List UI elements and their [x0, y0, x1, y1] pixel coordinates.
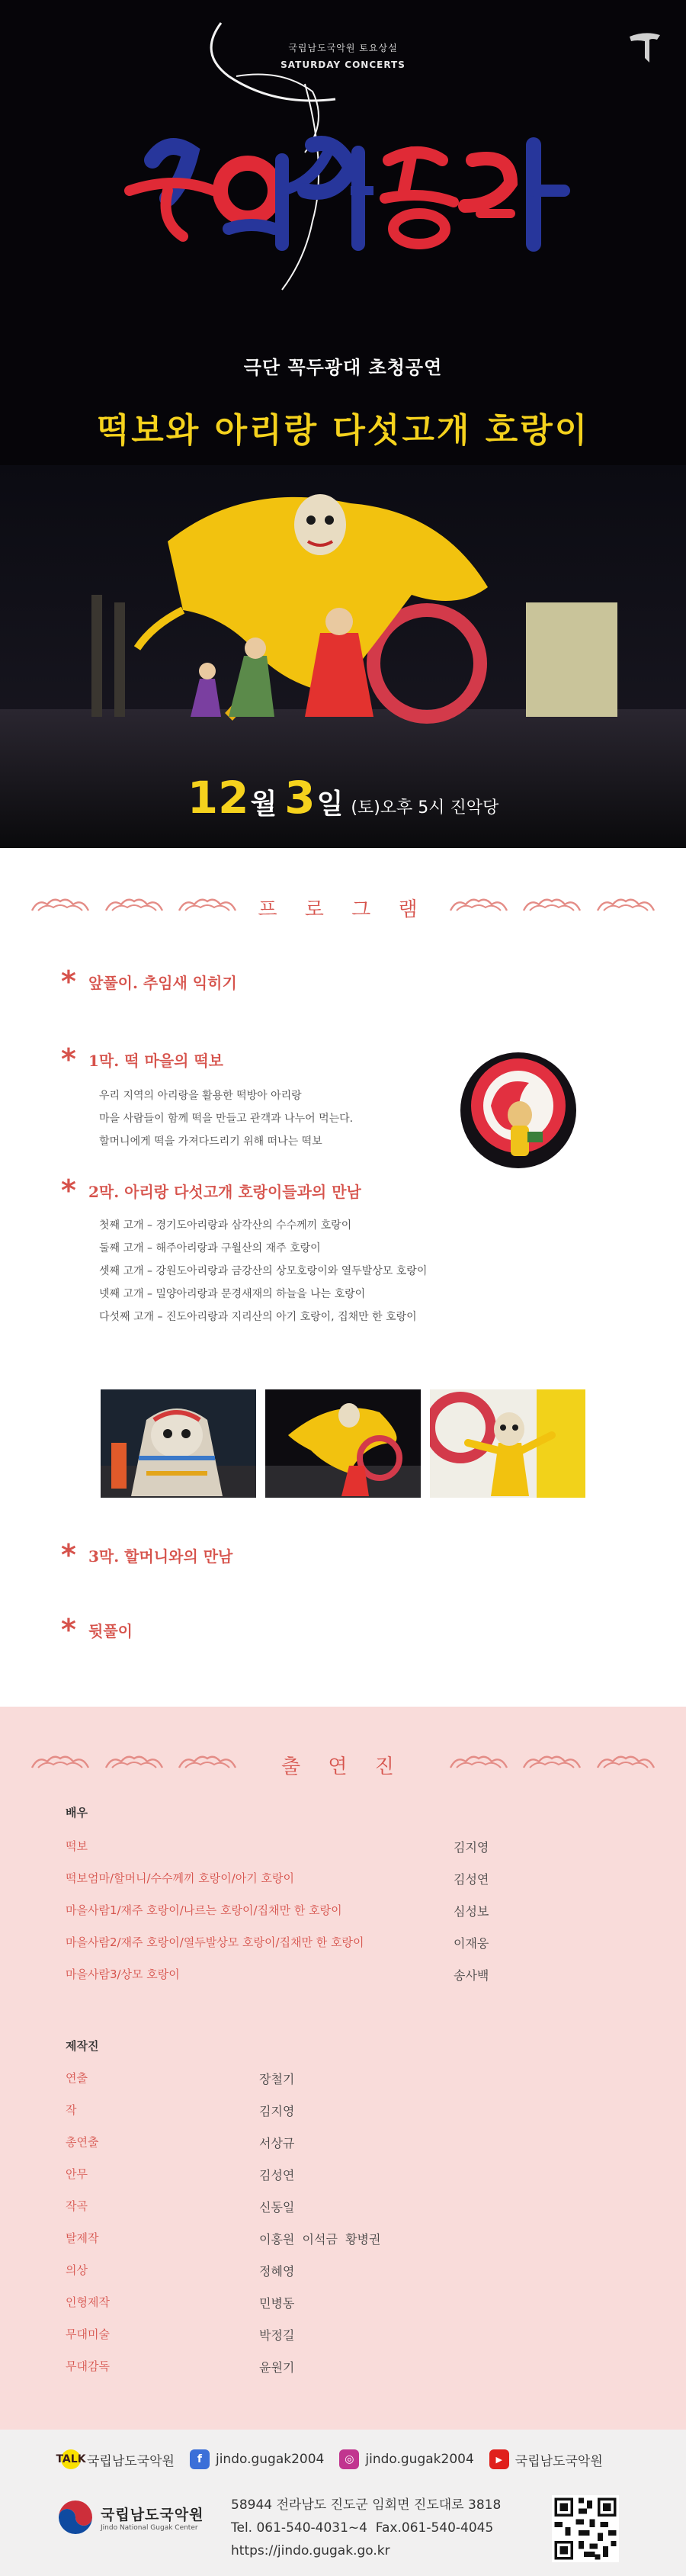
website-link[interactable]: https://jindo.gugak.go.kr [231, 2543, 390, 2558]
description-line: 다섯째 고개 – 진도아리랑과 지리산의 아기 호랑이, 집채만 한 호랑이 [99, 1311, 417, 1323]
wave-pattern-top [30, 848, 656, 922]
social-link-text: 국립남도국악원 [87, 2453, 175, 2469]
actor-name: 김성연 [454, 1872, 489, 1887]
crew-name: 윤원기 [259, 2360, 295, 2375]
description-line: 넷째 고개 – 밀양아리랑과 문경새재의 하늘을 나는 호랑이 [99, 1288, 366, 1300]
actor-role: 마을사람3/상모 호랑이 [66, 1967, 180, 1981]
actor-role: 마을사람1/재주 호랑이/나르는 호랑이/집채만 한 호랑이 [66, 1903, 342, 1917]
series-name-line: SATURDAY CONCERTS [280, 59, 406, 70]
wave-ornament-icon [449, 1752, 508, 1769]
wave-ornament-icon [522, 895, 582, 912]
crew-name: 신동일 [259, 2200, 295, 2215]
address: 58944 전라남도 진도군 임회면 진도대로 3818 [231, 2497, 502, 2513]
wave-ornament-icon [30, 1752, 90, 1769]
wave-ornament-icon [104, 895, 164, 912]
actor-name: 송사백 [454, 1968, 489, 1983]
actor-name: 심성보 [454, 1904, 489, 1919]
actor-role: 마을사람2/재주 호랑이/열두발상모 호랑이/집채만 한 호랑이 [66, 1935, 364, 1949]
asterisk-bullet-icon: * [61, 1538, 76, 1572]
event-tagline: 극단 꼭두광대 초청공연 [243, 357, 443, 378]
org-name-en: Jindo National Gugak Center [101, 2523, 198, 2532]
crew-name: 정혜영 [259, 2264, 295, 2279]
crew-name: 민병동 [259, 2296, 295, 2311]
wave-ornament-icon [596, 1752, 656, 1769]
crew-role: 작곡 [66, 2199, 88, 2213]
social-link-text: 국립남도국악원 [514, 2453, 603, 2469]
wave-ornament-icon [178, 895, 237, 912]
act-title: 3막. 할머니와의 만남 [88, 1547, 233, 1566]
act-2-photo-yellow-tiger [265, 1389, 421, 1498]
org-name-ko: 국립남도국악원 [101, 2506, 204, 2523]
wave-ornament-icon [104, 1752, 164, 1769]
wave-pattern-cast [30, 1707, 656, 1779]
program-act-3 [61, 1538, 233, 1572]
actor-name: 이재웅 [454, 1936, 489, 1951]
org-name-line: 국립남도국악원 토요상설 [288, 43, 398, 53]
youtube-link[interactable] [489, 2449, 603, 2469]
kakaotalk-icon: TALK [61, 2449, 81, 2469]
crew-name: 서상규 [259, 2136, 295, 2150]
actor-name: 김지영 [454, 1840, 489, 1855]
crew-role: 안무 [66, 2167, 88, 2181]
youtube-icon: ▶ [489, 2449, 509, 2469]
program-title: 프 로 그 램 [258, 898, 428, 921]
crew-name: 박정길 [259, 2328, 295, 2343]
act-2-photo-tiger-mask [101, 1389, 256, 1498]
footer [0, 2430, 686, 2576]
org-logo [58, 2500, 204, 2535]
title-calligraphy-art [84, 0, 602, 320]
contact-info [231, 2494, 501, 2562]
crew-role: 인형제작 [66, 2295, 110, 2309]
act-title: 뒷풀이 [88, 1621, 133, 1640]
date-month-unit: 월 [250, 789, 277, 820]
facebook-link[interactable] [190, 2449, 324, 2469]
description-line: 첫째 고개 – 경기도아리랑과 삼각산의 수수께끼 호랑이 [99, 1219, 352, 1232]
crew-role: 의상 [66, 2263, 88, 2277]
program-act-2 [61, 1174, 361, 1207]
crew-role: 무대감독 [66, 2359, 110, 2373]
wave-ornament-icon [522, 1752, 582, 1769]
wave-ornament-icon [178, 1752, 237, 1769]
program-act-1 [61, 1042, 224, 1076]
wave-ornament-icon [449, 895, 508, 912]
date-month: 12 [187, 772, 249, 824]
qr-code[interactable] [552, 2495, 619, 2562]
asterisk-bullet-icon: * [61, 1613, 76, 1646]
crew-heading: 제작진 [66, 2039, 99, 2053]
asterisk-bullet-icon: * [61, 965, 76, 998]
event-date [0, 772, 686, 824]
crew-role: 무대미술 [66, 2327, 110, 2341]
actor-role: 떡보 [66, 1839, 88, 1853]
instagram-link[interactable] [339, 2449, 473, 2469]
event-headline: 떡보와 아리랑 다섯고개 호랑이 [96, 411, 590, 450]
wave-ornament-icon [30, 895, 90, 912]
crew-name: 김성연 [259, 2168, 295, 2183]
wave-ornament-icon [596, 895, 656, 912]
description-line: 우리 지역의 아리랑을 활용한 떡방아 아리랑 [99, 1090, 302, 1102]
facebook-icon: f [190, 2449, 210, 2469]
social-links [56, 2449, 618, 2469]
crew-name: 장철기 [259, 2072, 295, 2086]
crew-role: 탈제작 [66, 2231, 99, 2245]
corner-logo-icon [627, 29, 663, 66]
cast-title: 출 연 진 [281, 1755, 405, 1778]
social-link-text: jindo.gugak2004 [365, 2452, 474, 2467]
act-title: 앞풀이. 추임새 익히기 [88, 973, 237, 992]
hero-poster [0, 0, 686, 848]
crew-role: 총연출 [66, 2135, 99, 2149]
program-section [0, 848, 686, 1707]
crew-name: 김지영 [259, 2104, 295, 2118]
description-line: 마을 사람들이 함께 떡을 만들고 관객과 나누어 먹는다. [99, 1113, 354, 1125]
act-2-description [99, 1214, 427, 1328]
taegeuk-emblem-icon [58, 2500, 93, 2535]
asterisk-bullet-icon: * [61, 1174, 76, 1207]
act-1-description [99, 1084, 353, 1153]
date-time-venue: (토)오후 5시 진악당 [351, 798, 499, 817]
instagram-icon: ◎ [339, 2449, 359, 2469]
description-line: 할머니에게 떡을 가져다드리기 위해 떠나는 떡보 [99, 1135, 322, 1148]
act-title: 2막. 아리랑 다섯고개 호랑이들과의 만남 [88, 1182, 361, 1201]
act-2-photo-dancer [430, 1389, 585, 1498]
social-link-text: jindo.gugak2004 [215, 2452, 325, 2467]
actors-heading: 배우 [66, 1806, 88, 1820]
asterisk-bullet-icon: * [61, 1042, 76, 1076]
kakaotalk-link[interactable] [56, 2449, 175, 2469]
crew-role: 연출 [66, 2071, 88, 2085]
date-day-unit: 일 [316, 789, 344, 820]
program-act-prelude [61, 965, 237, 998]
crew-name: 이홍원 이석금 황병권 [259, 2232, 381, 2247]
description-line: 셋째 고개 – 강원도아리랑과 금강산의 상모호랑이와 열두발상모 호랑이 [99, 1265, 428, 1277]
act-1-circle-photo [460, 1052, 576, 1168]
description-line: 둘째 고개 – 해주아리랑과 구월산의 재주 호랑이 [99, 1242, 321, 1254]
program-act-finale [61, 1613, 133, 1646]
date-day: 3 [284, 772, 316, 824]
act-title: 1막. 떡 마을의 떡보 [88, 1051, 224, 1070]
phone-fax: Tel. 061-540-4031~4 Fax.061-540-4045 [231, 2520, 494, 2536]
actor-role: 떡보엄마/할머니/수수께끼 호랑이/아기 호랑이 [66, 1871, 295, 1885]
cast-section [0, 1707, 686, 2430]
crew-role: 작 [66, 2103, 77, 2117]
